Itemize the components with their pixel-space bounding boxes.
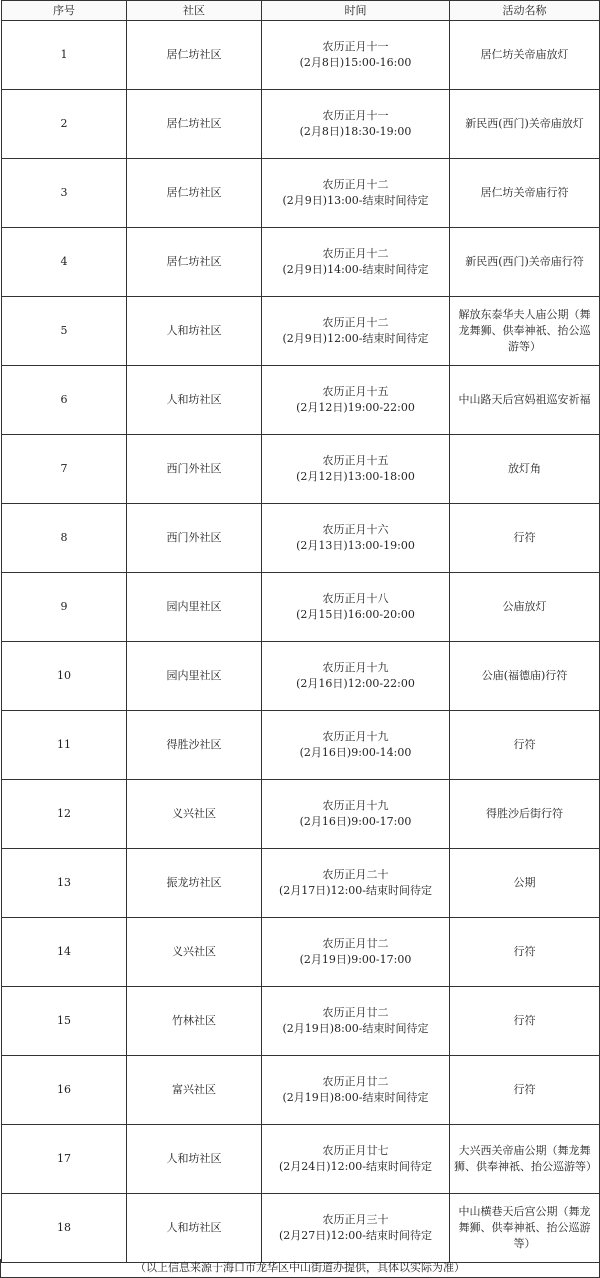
table-row	[2, 297, 600, 366]
cell-time	[262, 366, 450, 435]
cell-activity: 放灯角	[450, 435, 600, 504]
cell-time	[262, 297, 450, 366]
cell-time	[262, 849, 450, 918]
cell-community: 居仁坊社区	[127, 159, 262, 228]
cell-time-range: (2月12日)19:00-22:00	[296, 401, 415, 414]
table-row	[2, 1125, 600, 1194]
cell-community: 居仁坊社区	[127, 21, 262, 90]
cell-no: 3	[2, 159, 127, 228]
cell-no: 11	[2, 711, 127, 780]
cell-no: 16	[2, 1056, 127, 1125]
cell-date: 农历正月廿七	[322, 1144, 389, 1157]
cell-community: 振龙坊社区	[127, 849, 262, 918]
cell-no: 10	[2, 642, 127, 711]
cell-no: 1	[2, 21, 127, 90]
cell-date: 农历正月廿二	[322, 1006, 389, 1019]
cell-time	[262, 504, 450, 573]
table-header-row	[2, 1, 600, 21]
cell-date: 农历正月十一	[322, 109, 389, 122]
cell-community: 人和坊社区	[127, 1125, 262, 1194]
table-row	[2, 435, 600, 504]
cell-no: 9	[2, 573, 127, 642]
header-community: 社区	[127, 1, 262, 21]
table-row	[2, 849, 600, 918]
cell-time	[262, 1056, 450, 1125]
cell-activity: 解放东泰华夫人庙公期（舞龙舞狮、供奉神祇、抬公巡游等）	[450, 297, 600, 366]
cell-time	[262, 573, 450, 642]
cell-date: 农历正月十二	[322, 247, 389, 260]
table-row	[2, 711, 600, 780]
cell-activity: 居仁坊关帝庙放灯	[450, 21, 600, 90]
table-row	[2, 987, 600, 1056]
cell-activity: 行符	[450, 1056, 600, 1125]
cell-time-range: (2月16日)12:00-22:00	[296, 677, 415, 690]
cell-time-range: (2月16日)9:00-17:00	[299, 815, 412, 828]
cell-date: 农历正月二十	[322, 868, 389, 881]
cell-time-range: (2月9日)13:00-结束时间待定	[282, 194, 429, 207]
cell-date: 农历正月十一	[322, 40, 389, 53]
table-row	[2, 918, 600, 987]
cell-time-range: (2月12日)13:00-18:00	[296, 470, 415, 483]
cell-date: 农历正月廿二	[322, 1075, 389, 1088]
cell-time	[262, 711, 450, 780]
cell-date: 农历正月廿二	[322, 937, 389, 950]
cell-activity: 居仁坊关帝庙行符	[450, 159, 600, 228]
table-row	[2, 573, 600, 642]
cell-time	[262, 1125, 450, 1194]
table-row	[2, 366, 600, 435]
cell-community: 人和坊社区	[127, 1194, 262, 1263]
cell-date: 农历正月十九	[322, 799, 389, 812]
cell-community: 居仁坊社区	[127, 90, 262, 159]
cell-date: 农历正月十六	[322, 523, 389, 536]
cell-time	[262, 90, 450, 159]
cell-activity: 新民西(西门)关帝庙放灯	[450, 90, 600, 159]
cell-community: 富兴社区	[127, 1056, 262, 1125]
cell-no: 13	[2, 849, 127, 918]
cell-no: 7	[2, 435, 127, 504]
cell-time	[262, 1194, 450, 1263]
cell-date: 农历正月十五	[322, 385, 389, 398]
cell-activity: 行符	[450, 711, 600, 780]
cell-time-range: (2月19日)8:00-结束时间待定	[282, 1091, 429, 1104]
cell-date: 农历正月十九	[322, 730, 389, 743]
cell-community: 西门外社区	[127, 504, 262, 573]
cell-date: 农历正月三十	[322, 1213, 389, 1226]
table-row	[2, 90, 600, 159]
cell-community: 义兴社区	[127, 918, 262, 987]
cell-time-range: (2月9日)14:00-结束时间待定	[282, 263, 429, 276]
cell-time-range: (2月19日)8:00-结束时间待定	[282, 1022, 429, 1035]
cell-time	[262, 21, 450, 90]
cell-activity: 行符	[450, 987, 600, 1056]
cell-community: 人和坊社区	[127, 366, 262, 435]
cell-activity: 行符	[450, 504, 600, 573]
table-row	[2, 1194, 600, 1263]
cell-activity: 新民西(西门)关帝庙行符	[450, 228, 600, 297]
cell-activity: 中山横巷天后宫公期（舞龙舞狮、供奉神祇、抬公巡游等）	[450, 1194, 600, 1263]
cell-time-range: (2月17日)12:00-结束时间待定	[279, 884, 432, 897]
cell-no: 2	[2, 90, 127, 159]
cell-time	[262, 435, 450, 504]
cell-community: 义兴社区	[127, 780, 262, 849]
cell-community: 居仁坊社区	[127, 228, 262, 297]
cell-no: 17	[2, 1125, 127, 1194]
cell-date: 农历正月十九	[322, 661, 389, 674]
cell-time-range: (2月8日)15:00-16:00	[299, 56, 412, 69]
cell-community: 园内里社区	[127, 642, 262, 711]
cell-no: 8	[2, 504, 127, 573]
cell-time	[262, 918, 450, 987]
cell-community: 园内里社区	[127, 573, 262, 642]
table-row	[2, 642, 600, 711]
header-time: 时间	[262, 1, 450, 21]
table-body	[2, 21, 600, 1263]
table-row	[2, 780, 600, 849]
cell-no: 6	[2, 366, 127, 435]
cell-community: 得胜沙社区	[127, 711, 262, 780]
cell-time-range: (2月15日)16:00-20:00	[296, 608, 415, 621]
cell-no: 18	[2, 1194, 127, 1263]
cell-time-range: (2月9日)12:00-结束时间待定	[282, 332, 429, 345]
cell-community: 人和坊社区	[127, 297, 262, 366]
table-row	[2, 21, 600, 90]
cell-time-range: (2月16日)9:00-14:00	[299, 746, 412, 759]
table-row	[2, 159, 600, 228]
cell-time	[262, 228, 450, 297]
cell-no: 5	[2, 297, 127, 366]
header-activity: 活动名称	[450, 1, 600, 21]
cell-time-range: (2月8日)18:30-19:00	[299, 125, 412, 138]
cell-date: 农历正月十八	[322, 592, 389, 605]
cell-time-range: (2月27日)12:00-结束时间待定	[279, 1229, 432, 1242]
cell-community: 西门外社区	[127, 435, 262, 504]
cell-time-range: (2月24日)12:00-结束时间待定	[279, 1160, 432, 1173]
cell-community: 竹林社区	[127, 987, 262, 1056]
table-row	[2, 504, 600, 573]
cell-date: 农历正月十五	[322, 454, 389, 467]
table-row	[2, 1056, 600, 1125]
header-no: 序号	[2, 1, 127, 21]
cell-time-range: (2月19日)9:00-17:00	[299, 953, 412, 966]
cell-time-range: (2月13日)13:00-19:00	[296, 539, 415, 552]
cell-activity: 中山路天后宫妈祖巡安祈福	[450, 366, 600, 435]
cell-activity: 公庙放灯	[450, 573, 600, 642]
cell-date: 农历正月十二	[322, 316, 389, 329]
source-note: （以上信息来源于海口市龙华区中山街道办提供，具体以实际为准）	[0, 1259, 600, 1278]
table-row	[2, 228, 600, 297]
cell-activity: 大兴西关帝庙公期（舞龙舞狮、供奉神祇、抬公巡游等）	[450, 1125, 600, 1194]
cell-time	[262, 780, 450, 849]
cell-activity: 行符	[450, 918, 600, 987]
cell-no: 15	[2, 987, 127, 1056]
cell-time	[262, 987, 450, 1056]
cell-no: 12	[2, 780, 127, 849]
cell-activity: 得胜沙后街行符	[450, 780, 600, 849]
cell-activity: 公期	[450, 849, 600, 918]
cell-activity: 公庙(福德庙)行符	[450, 642, 600, 711]
cell-time	[262, 159, 450, 228]
activity-table	[1, 0, 600, 1263]
cell-no: 4	[2, 228, 127, 297]
cell-date: 农历正月十二	[322, 178, 389, 191]
cell-no: 14	[2, 918, 127, 987]
cell-time	[262, 642, 450, 711]
